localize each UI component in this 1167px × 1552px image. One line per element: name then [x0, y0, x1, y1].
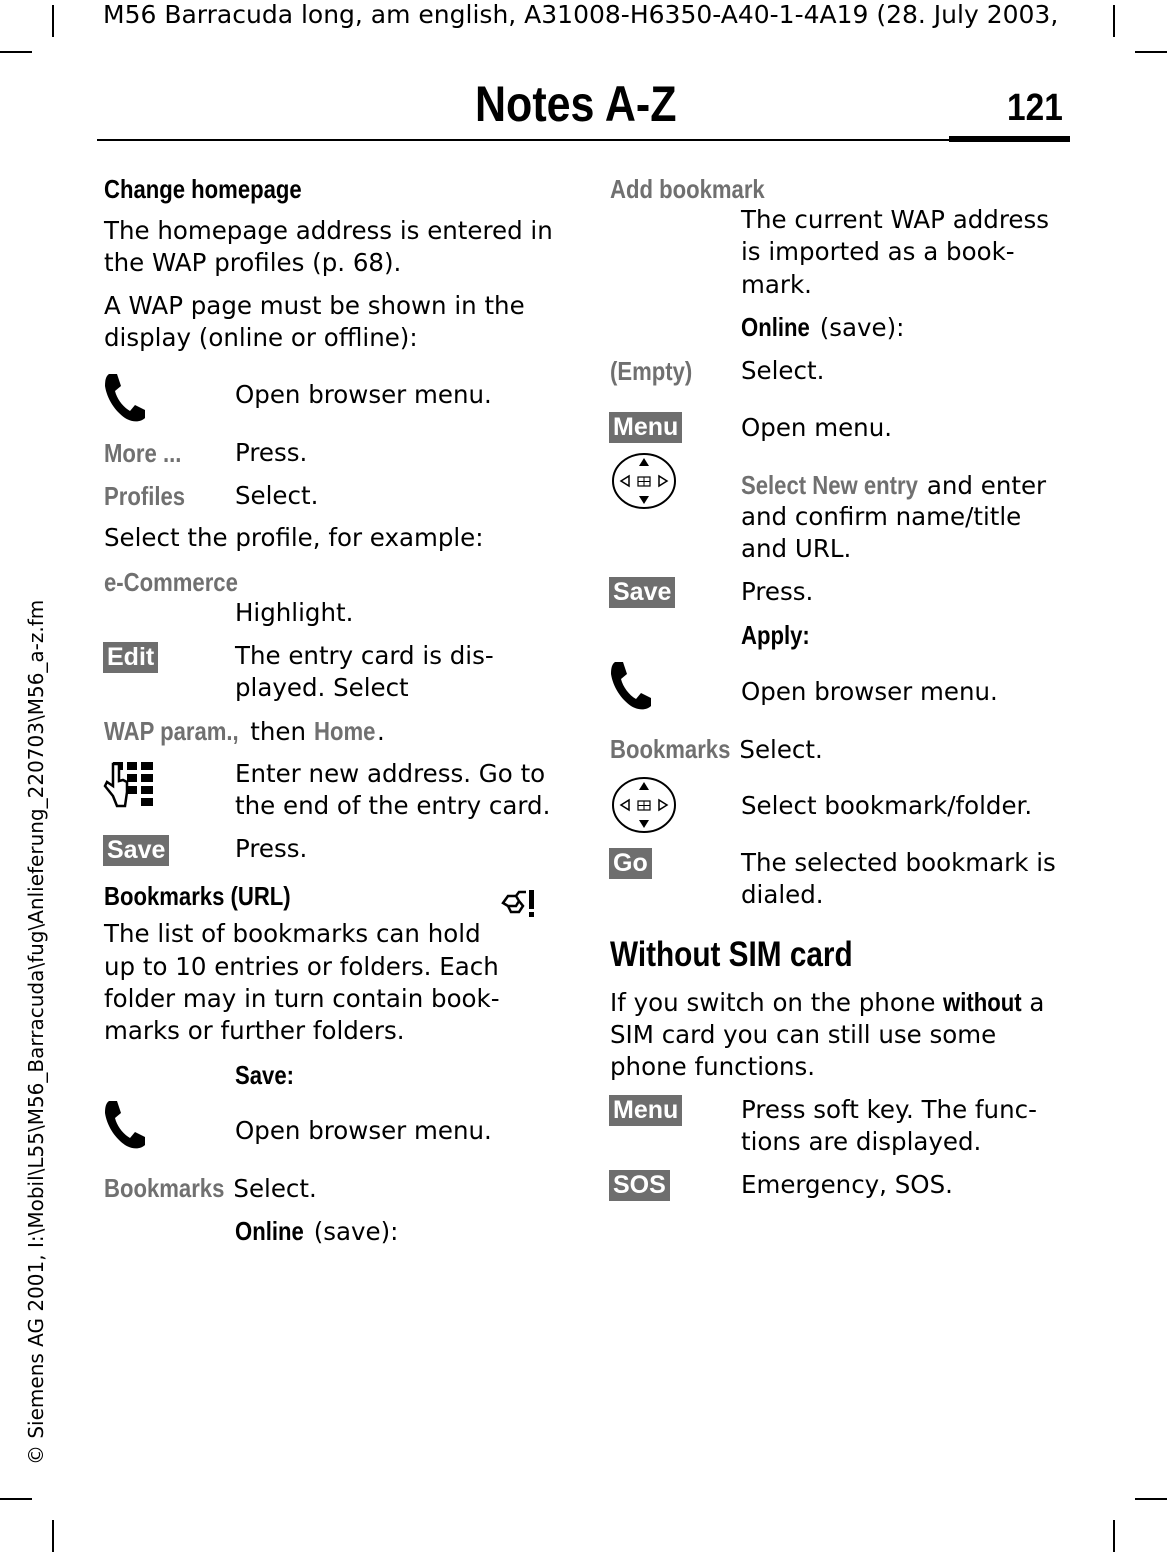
menu-profiles: Profiles — [104, 481, 186, 511]
step-desc: Select New entry and enter — [741, 470, 1047, 500]
paragraph-line: WAP param., then Home. — [104, 716, 385, 746]
step-desc: dialed. — [741, 880, 824, 909]
network-dependent-icon — [497, 889, 539, 919]
header-rule-thick — [949, 136, 1070, 142]
phone-icon — [609, 660, 653, 712]
step-desc: Open browser menu. — [235, 380, 492, 409]
paragraph-line: The list of bookmarks can hold — [104, 919, 481, 948]
step-desc: Highlight. — [235, 598, 354, 627]
step-desc: Press. — [741, 577, 814, 606]
step-desc: is imported as a book- — [741, 237, 1015, 266]
menu-ecommerce: e-Commerce — [104, 567, 238, 597]
menu-bookmarks: Bookmarks — [610, 734, 731, 764]
softkey-sos: SOS — [609, 1170, 670, 1201]
running-head: M56 Barracuda long, am english, A31008-H6350-A40-1-4A19 (28. July 2003, — [103, 0, 1059, 29]
paragraph-line: display (online or offline): — [104, 323, 418, 352]
step-desc: mark. — [741, 270, 812, 299]
menu-empty: (Empty) — [610, 356, 693, 386]
menu-online: Online — [235, 1216, 304, 1246]
subheading-save: Save: — [235, 1060, 294, 1090]
step-desc: The entry card is dis- — [235, 641, 494, 670]
paragraph-line: Bookmarks Select. — [610, 734, 823, 764]
step-desc: Press soft key. The func- — [741, 1095, 1037, 1124]
softkey-edit: Edit — [103, 642, 158, 673]
paragraph-line: If you switch on the phone without a — [610, 987, 1045, 1017]
step-desc: and confirm name/title — [741, 502, 1022, 531]
step-desc: Select bookmark/folder. — [741, 791, 1033, 820]
section-heading: Change homepage — [104, 174, 302, 204]
paragraph-line: SIM card you can still use some — [610, 1020, 997, 1049]
step-desc: The selected bookmark is — [741, 848, 1056, 877]
page-title: Notes A-Z — [475, 76, 677, 132]
step-desc: Press. — [235, 438, 308, 467]
step-desc: tions are displayed. — [741, 1127, 982, 1156]
step-desc: Enter new address. Go to — [235, 759, 546, 788]
menu-home: Home — [313, 716, 376, 746]
page-number: 121 — [1007, 87, 1063, 129]
phone-icon — [103, 1099, 147, 1151]
paragraph-line: marks or further folders. — [104, 1016, 405, 1045]
softkey-save: Save — [103, 835, 169, 866]
paragraph-line: Select the profile, for example: — [104, 523, 484, 552]
paragraph-line: Bookmarks Select. — [104, 1173, 317, 1203]
crop-mark — [1135, 51, 1167, 53]
softkey-menu: Menu — [609, 412, 682, 443]
side-text: © Siemens AG 2001, I:\Mobil\L55\M56_Barracuda\fug\Anlieferung_220703\M56_a-z.fm — [24, 599, 48, 1465]
step-desc: Open menu. — [741, 413, 893, 442]
paragraph-line: the WAP profiles (p. 68). — [104, 248, 402, 277]
paragraph-line: A WAP page must be shown in the — [104, 291, 525, 320]
crop-mark — [52, 1520, 54, 1552]
softkey-save: Save — [609, 577, 675, 608]
step-desc: Open browser menu. — [741, 677, 998, 706]
navigation-key-icon — [611, 452, 677, 510]
step-desc: The current WAP address — [741, 205, 1049, 234]
crop-mark — [0, 1498, 32, 1500]
crop-mark — [1135, 1498, 1167, 1500]
emphasis-without: without — [943, 987, 1022, 1017]
menu-select-new-entry: Select New entry — [741, 470, 918, 500]
crop-mark — [1113, 1520, 1115, 1552]
paragraph-line: phone functions. — [610, 1052, 816, 1081]
section-heading: Add bookmark — [610, 174, 765, 204]
menu-wap-param: WAP param., — [104, 716, 239, 746]
crop-mark — [0, 51, 32, 53]
paragraph-line: up to 10 entries or folders. Each — [104, 952, 499, 981]
crop-mark — [52, 5, 54, 37]
step-desc: Select. — [235, 481, 319, 510]
section-heading: Bookmarks (URL) — [104, 881, 291, 911]
paragraph-line: folder may in turn contain book- — [104, 984, 500, 1013]
step-desc: Select. — [741, 356, 825, 385]
paragraph-line: Online (save): — [741, 312, 905, 342]
step-desc: and URL. — [741, 534, 852, 563]
subheading-apply: Apply: — [741, 620, 810, 650]
step-desc: Open browser menu. — [235, 1116, 492, 1145]
paragraph-line: The homepage address is entered in — [104, 216, 553, 245]
paragraph-line: Online (save): — [235, 1216, 399, 1246]
menu-online: Online — [741, 312, 810, 342]
softkey-go: Go — [609, 848, 652, 879]
menu-bookmarks: Bookmarks — [104, 1173, 225, 1203]
crop-mark — [1113, 5, 1115, 37]
step-desc: played. Select — [235, 673, 409, 702]
softkey-more: More ... — [104, 438, 182, 468]
keypad-icon — [103, 760, 157, 810]
header-rule — [97, 139, 949, 141]
step-desc: Press. — [235, 834, 308, 863]
phone-icon — [103, 372, 147, 424]
step-desc: the end of the entry card. — [235, 791, 551, 820]
step-desc: Emergency, SOS. — [741, 1170, 953, 1199]
softkey-menu: Menu — [609, 1095, 682, 1126]
section-heading-large: Without SIM card — [610, 935, 853, 974]
navigation-key-icon — [611, 776, 677, 834]
